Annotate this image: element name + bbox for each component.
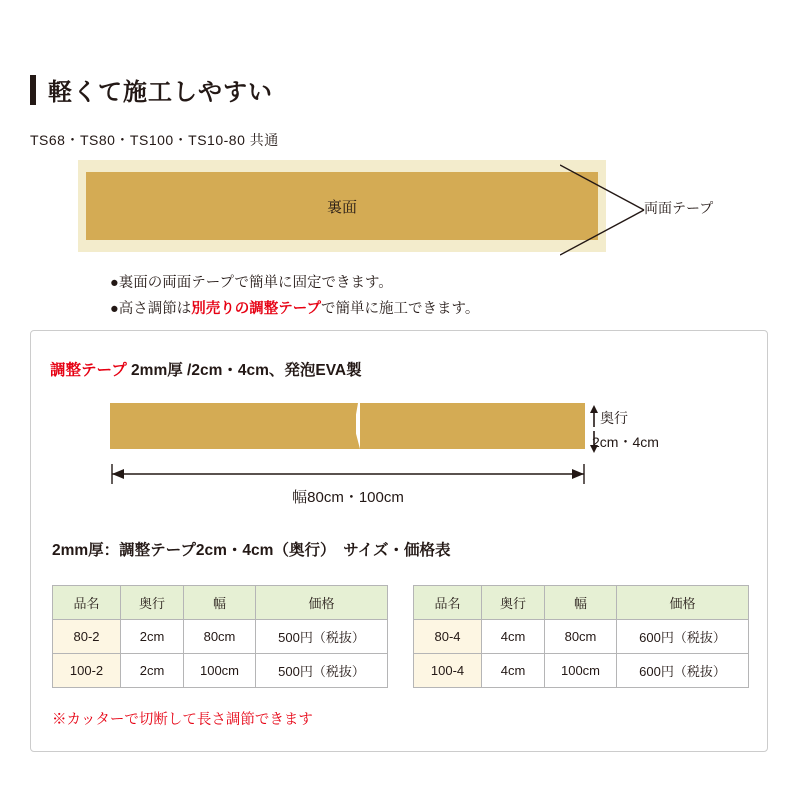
board-label: 裏面 xyxy=(326,198,357,216)
bullet-2-highlight: 別売りの調整テープ xyxy=(191,301,322,317)
bullet-2-post: で簡単に施工できます。 xyxy=(321,301,480,317)
th-depth: 奥行 xyxy=(121,586,184,620)
title-accent-bar xyxy=(30,75,36,105)
tape-break-icon xyxy=(330,400,390,452)
cell-depth: 4cm xyxy=(482,620,545,654)
depth-value: 2cm・4cm xyxy=(592,434,659,450)
cell-width: 100cm xyxy=(184,654,256,688)
cell-price: 500円（税抜） xyxy=(256,654,388,688)
page-title xyxy=(30,72,273,107)
list-item xyxy=(110,296,479,322)
th-price: 価格 xyxy=(256,586,388,620)
width-dimension-icon xyxy=(110,462,586,486)
bullet-2-pre: ●高さ調節は xyxy=(110,301,192,317)
cell-depth: 4cm xyxy=(482,654,545,688)
cell-width: 80cm xyxy=(545,620,617,654)
table-header-row xyxy=(53,586,388,620)
th-width: 幅 xyxy=(545,586,617,620)
table-row xyxy=(53,654,388,688)
th-code: 品名 xyxy=(414,586,482,620)
callout-leader-lines-icon xyxy=(560,155,650,265)
panel-title-rest: 2mm厚 /2cm・4cm、発泡EVA製 xyxy=(131,362,362,379)
bullet-list xyxy=(110,270,479,322)
width-label: 幅80cm・100cm xyxy=(292,489,404,506)
page-title-text: 軽くて施工しやすい xyxy=(48,79,273,106)
th-width: 幅 xyxy=(184,586,256,620)
cell-width: 100cm xyxy=(545,654,617,688)
table-header-row xyxy=(414,586,749,620)
double-sided-tape-callout: 両面テープ xyxy=(644,200,714,216)
cell-price: 600円（税抜） xyxy=(617,620,749,654)
depth-label: 奥行 xyxy=(600,410,628,426)
model-list-subtitle: TS68・TS80・TS100・TS10-80 共通 xyxy=(30,132,279,148)
table-heading: 2mm厚：調整テープ2cm・4cm（奥行） サイズ・価格表 xyxy=(52,542,451,559)
cell-price: 600円（税抜） xyxy=(617,654,749,688)
price-table-2cm xyxy=(52,585,388,688)
cell-code: 80-2 xyxy=(53,620,121,654)
table-row xyxy=(53,620,388,654)
list-item xyxy=(110,270,479,296)
price-table-4cm xyxy=(413,585,749,688)
tape-strip-right-shape xyxy=(360,403,585,449)
cell-depth: 2cm xyxy=(121,620,184,654)
cutter-note: ※カッターで切断して長さ調節できます xyxy=(52,712,313,728)
th-price: 価格 xyxy=(617,586,749,620)
panel-title xyxy=(50,358,362,380)
tape-strip-left-shape xyxy=(110,403,356,449)
cell-width: 80cm xyxy=(184,620,256,654)
table-row xyxy=(414,654,749,688)
cell-code: 100-4 xyxy=(414,654,482,688)
panel-title-red: 調整テープ xyxy=(50,362,127,379)
th-code: 品名 xyxy=(53,586,121,620)
bullet-1-text: ●裏面の両面テープで簡単に固定できます。 xyxy=(110,275,393,291)
table-row xyxy=(414,620,749,654)
th-depth: 奥行 xyxy=(482,586,545,620)
cell-depth: 2cm xyxy=(121,654,184,688)
cell-code: 80-4 xyxy=(414,620,482,654)
cell-price: 500円（税抜） xyxy=(256,620,388,654)
cell-code: 100-2 xyxy=(53,654,121,688)
